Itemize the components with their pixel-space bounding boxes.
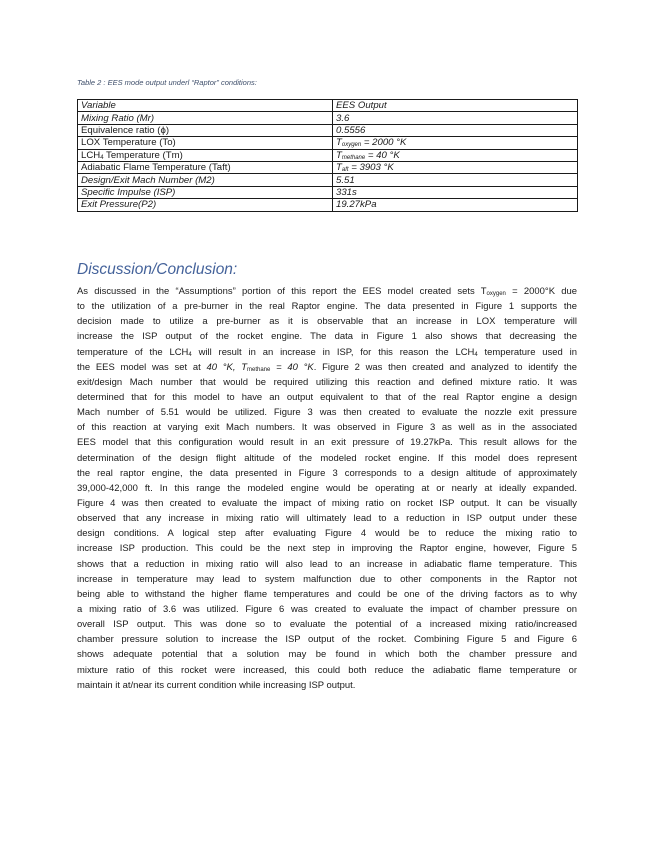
text-run: As discussed in the “Assumptions” portion of this report the EES model created sets T (77, 286, 487, 297)
subscript: oxygen (486, 291, 506, 297)
row-variable (78, 149, 333, 161)
variable-text: Temperature (Tm) (103, 149, 183, 161)
paragraph-line: determined that for this model to have an output equivalent to that of the real Raptor engine a design (77, 391, 577, 403)
text-run: will result in an increase in ISP, for this reason the LCH (191, 346, 475, 358)
table-row (78, 199, 578, 211)
paragraph-line: Mach number of 5.51 would be utilized. Figure 3 was then created to evaluate the nozzle exit pressure (77, 407, 577, 419)
paragraph-line: design conditions. A logical step after evaluating Figure 4 would be to reduce the mixing ratio to (77, 528, 577, 540)
paragraph-line: being able to withstand the higher flame temperatures and could be one of the driving factors as to why (77, 588, 577, 600)
paragraph-line: to the utilization of a pre-burner in the real Raptor engine. The data presented in Figure 1 supports the (77, 301, 577, 313)
table-row (78, 124, 578, 136)
output-symbol: T (336, 162, 342, 174)
paragraph-line: of this reaction at varying exit Mach numbers. It was observed in Figure 3 as well as in the associated (77, 422, 577, 434)
table-row (78, 186, 578, 198)
variable-subscript: 4 (100, 154, 104, 161)
table-row (78, 174, 578, 186)
ees-output-table (77, 99, 578, 212)
table-caption: Table 2 : EES mode output underl “Raptor” conditions: (77, 78, 257, 87)
paragraph-line: determination of the design flight altitude of the modeled rocket engine. If this model does represent (77, 452, 577, 464)
row-output (333, 149, 578, 161)
paragraph-line: maintain it at/near its current condition while increasing ISP output. (77, 679, 356, 691)
paragraph-line: overall ISP output. This was done so to evaluate the potential of a increased mixing ratio/increased (77, 619, 577, 631)
row-variable: LOX Temperature (To) (78, 137, 333, 149)
paragraph-line: chamber pressure solution to increase the ISP output of the rocket. Combining Figure 5 and Figure 6 (77, 634, 577, 646)
header-variable: Variable (78, 100, 333, 112)
table-row (78, 137, 578, 149)
text-run: temperature of the LCH (77, 346, 189, 358)
row-output: 331s (333, 186, 578, 198)
row-output: 0.5556 (333, 124, 578, 136)
text-run-italic: = 40 °K (270, 361, 314, 373)
output-symbol: T (336, 149, 342, 161)
row-output: 5.51 (333, 174, 578, 186)
paragraph-line: mixture ratio of this rocket were increased, this could both reduce the adiabatic flame temperature or (77, 664, 577, 676)
output-value: = 40 °K (365, 149, 400, 161)
section-heading: Discussion/Conclusion: (77, 261, 238, 278)
paragraph-line: exit/design Mach number that would be required utilizing this reaction and defined mixture ratio. It was (77, 376, 577, 388)
table-row (78, 112, 578, 124)
paragraph-line (77, 360, 577, 375)
discussion-paragraph (77, 284, 577, 693)
row-variable: Mixing Ratio (Mr) (78, 112, 333, 124)
row-output: 3.6 (333, 112, 578, 124)
text-run: . Figure 2 was then created and analyzed to identify the (313, 361, 577, 373)
paragraph-line: observed that any increase in mixing ratio will ultimately lead to a reduction in ISP output under these (77, 513, 577, 525)
header-output: EES Output (333, 100, 578, 112)
paragraph-line: Figure 4 was then created to evaluate the impact of mixing ratio on rocket ISP output. It can be visually (77, 497, 577, 509)
text-run: the EES model was set at (77, 361, 207, 373)
row-output (333, 161, 578, 173)
row-output: 19.27kPa (333, 199, 578, 211)
paragraph-line: shows adequate potential that a solution may be found in which both the chamber pressure and (77, 649, 577, 661)
table-row (78, 149, 578, 161)
paragraph-line: EES model that this configuration would result in an exit pressure of 19.27kPa. This result allows for the (77, 437, 577, 449)
text-run: temperature used in (477, 346, 577, 358)
paragraph-line (77, 284, 577, 299)
paragraph-line: a mixing ratio of 3.6 was utilized. Figure 6 was created to evaluate the impact of chamber pressure on (77, 603, 577, 615)
paragraph-line: increase in temperature may lead to system malfunction due to other components in the Raptor not (77, 573, 577, 585)
row-variable: Exit Pressure(P2) (78, 199, 333, 211)
subscript: methane (247, 366, 271, 373)
output-symbol: T (336, 137, 342, 149)
output-subscript: aft (341, 167, 349, 174)
table-header-row (78, 100, 578, 112)
row-variable: Adiabatic Flame Temperature (Taft) (78, 161, 333, 173)
row-variable: Equivalence ratio (ϕ) (78, 124, 333, 136)
output-value: = 2000 °K (361, 137, 407, 149)
variable-symbol: LCH (81, 149, 101, 161)
subscript: 4 (188, 351, 192, 358)
text-run: = 2000°K due (505, 286, 578, 297)
output-value: = 3903 °K (348, 162, 394, 174)
paragraph-line: increase ISP production. This could be the next step in improving the Raptor engine, however, Figure 5 (77, 543, 577, 555)
row-variable: Design/Exit Mach Number (M2) (78, 174, 333, 186)
text-run-italic: 40 °K, T (206, 361, 247, 373)
paragraph-line: increase the ISP output of the rocket engine. The data in Figure 1 also shows that decreasing the (77, 331, 577, 343)
paragraph-line: decision made to utilize a pre-burner as it is observable that an increase in LOX temperature will (77, 316, 577, 328)
paragraph-line (77, 345, 577, 360)
row-variable: Specific Impulse (ISP) (78, 186, 333, 198)
table-row (78, 161, 578, 173)
paragraph-line: 39,000-42,000 ft. In this range the modeled engine would be operating at or nearly at ideally expanded. (77, 482, 577, 494)
paragraph-line: shows that a reduction in mixing ratio will also lead to an increase in adiabatic flame temperature. This (77, 558, 577, 570)
row-output (333, 137, 578, 149)
output-subscript: methane (341, 154, 366, 161)
paragraph-line: the real raptor engine, the data presented in Figure 3 corresponds to a design altitude of approximately (77, 467, 577, 479)
subscript: 4 (474, 351, 478, 358)
output-subscript: oxygen (341, 142, 362, 149)
